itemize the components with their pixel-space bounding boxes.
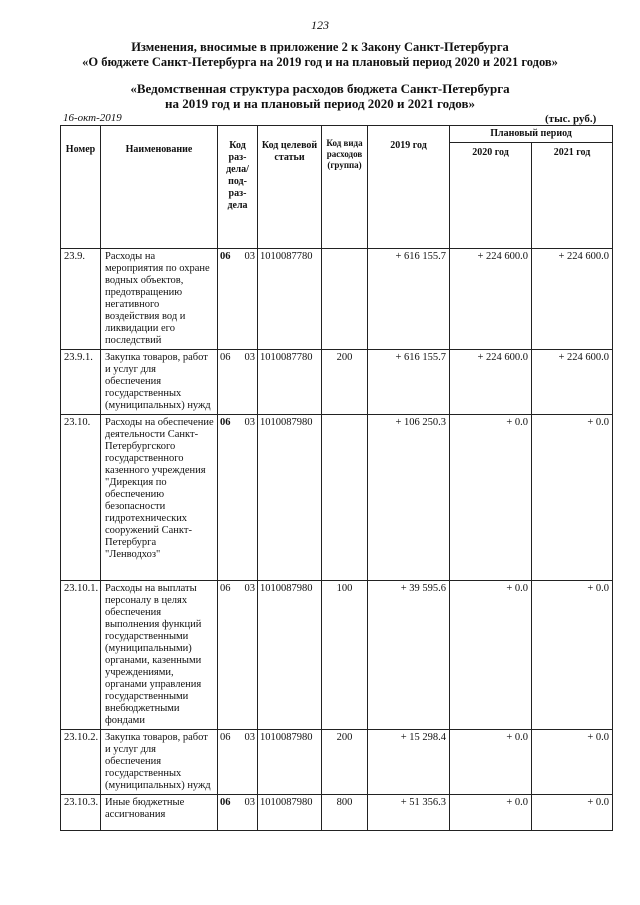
table-row bbox=[61, 581, 613, 730]
row-amount-2020: + 0.0 bbox=[450, 795, 532, 831]
row-name: Расходы на мероприятия по охране водных объектов, предотвращению негативного воздействия вод и ликвидации его последствий bbox=[101, 249, 218, 350]
row-amount-2019: + 39 595.6 bbox=[368, 581, 450, 730]
title-line: «О бюджете Санкт-Петербурга на 2019 год и на плановый период 2020 и 2021 годов» bbox=[82, 55, 558, 69]
header-section-code: Код раз-дела/ под-раз-дела bbox=[218, 126, 258, 249]
row-podrazdel: 03 bbox=[242, 730, 258, 795]
row-name: Расходы на выплаты персоналу в целях обеспечения выполнения функций государственными (муниципальными) органами, казенными учреждениями, органами управления государственными внебюджетными фондами bbox=[101, 581, 218, 730]
row-amount-2021: + 224 600.0 bbox=[532, 350, 613, 415]
row-number: 23.10.2. bbox=[61, 730, 101, 795]
header-expense-type-code: Код вида расходов (группа) bbox=[322, 126, 368, 249]
row-target-code: 1010087980 bbox=[258, 415, 322, 581]
units-label: (тыс. руб.) bbox=[545, 113, 597, 125]
row-podrazdel: 03 bbox=[242, 581, 258, 730]
row-expense-type: 100 bbox=[322, 581, 368, 730]
row-amount-2021: + 224 600.0 bbox=[532, 249, 613, 350]
row-expense-type bbox=[322, 415, 368, 581]
page-number: 123 bbox=[311, 18, 329, 32]
row-podrazdel: 03 bbox=[242, 795, 258, 831]
title-line: Изменения, вносимые в приложение 2 к Закону Санкт-Петербурга bbox=[131, 40, 509, 54]
row-amount-2019: + 616 155.7 bbox=[368, 350, 450, 415]
row-razdel: 06 bbox=[218, 350, 242, 415]
row-amount-2021: + 0.0 bbox=[532, 730, 613, 795]
row-razdel: 06 bbox=[218, 249, 242, 350]
row-target-code: 1010087980 bbox=[258, 795, 322, 831]
header-name: Наименование bbox=[101, 126, 218, 249]
row-amount-2021: + 0.0 bbox=[532, 415, 613, 581]
row-name: Закупка товаров, работ и услуг для обеспечения государственных (муниципальных) нужд bbox=[101, 730, 218, 795]
table-row bbox=[61, 350, 613, 415]
table-row bbox=[61, 795, 613, 831]
row-amount-2020: + 0.0 bbox=[450, 581, 532, 730]
row-name: Расходы на обеспечение деятельности Санкт-Петербургского государственного казенного учреждения "Дирекция по обеспечению безопасности гидротехнических сооружений Санкт-Петербурга "Ленводхоз" bbox=[101, 415, 218, 581]
row-expense-type bbox=[322, 249, 368, 350]
row-target-code: 1010087980 bbox=[258, 730, 322, 795]
row-razdel: 06 bbox=[218, 415, 242, 581]
budget-table bbox=[60, 125, 613, 831]
row-amount-2019: + 15 298.4 bbox=[368, 730, 450, 795]
row-amount-2019: + 106 250.3 bbox=[368, 415, 450, 581]
document-subtitle bbox=[0, 81, 640, 111]
header-2021: 2021 год bbox=[532, 143, 613, 249]
row-target-code: 1010087980 bbox=[258, 581, 322, 730]
row-number: 23.10. bbox=[61, 415, 101, 581]
row-amount-2019: + 616 155.7 bbox=[368, 249, 450, 350]
document-title bbox=[0, 40, 640, 70]
row-razdel: 06 bbox=[218, 581, 242, 730]
row-razdel: 06 bbox=[218, 730, 242, 795]
row-amount-2020: + 224 600.0 bbox=[450, 249, 532, 350]
row-podrazdel: 03 bbox=[242, 350, 258, 415]
row-amount-2020: + 0.0 bbox=[450, 415, 532, 581]
row-expense-type: 800 bbox=[322, 795, 368, 831]
row-number: 23.10.1. bbox=[61, 581, 101, 730]
row-target-code: 1010087780 bbox=[258, 350, 322, 415]
row-amount-2021: + 0.0 bbox=[532, 581, 613, 730]
row-amount-2020: + 224 600.0 bbox=[450, 350, 532, 415]
header-2019: 2019 год bbox=[368, 126, 450, 249]
table-row bbox=[61, 730, 613, 795]
row-amount-2019: + 51 356.3 bbox=[368, 795, 450, 831]
row-expense-type: 200 bbox=[322, 350, 368, 415]
row-name: Закупка товаров, работ и услуг для обеспечения государственных (муниципальных) нужд bbox=[101, 350, 218, 415]
row-expense-type: 200 bbox=[322, 730, 368, 795]
table-row bbox=[61, 249, 613, 350]
row-amount-2020: + 0.0 bbox=[450, 730, 532, 795]
table-row bbox=[61, 415, 613, 581]
document-date: 16-окт-2019 bbox=[63, 112, 122, 124]
header-2020: 2020 год bbox=[450, 143, 532, 249]
row-name: Иные бюджетные ассигнования bbox=[101, 795, 218, 831]
row-podrazdel: 03 bbox=[242, 249, 258, 350]
header-target-code: Код целевой статьи bbox=[258, 126, 322, 249]
row-podrazdel: 03 bbox=[242, 415, 258, 581]
row-target-code: 1010087780 bbox=[258, 249, 322, 350]
row-number: 23.9. bbox=[61, 249, 101, 350]
row-number: 23.9.1. bbox=[61, 350, 101, 415]
subtitle-line: на 2019 год и на плановый период 2020 и 2021 годов» bbox=[164, 96, 475, 111]
subtitle-line: «Ведомственная структура расходов бюджета Санкт-Петербурга bbox=[130, 81, 510, 96]
header-number: Номер bbox=[61, 126, 101, 249]
header-planned-period: Плановый период bbox=[450, 126, 613, 143]
row-number: 23.10.3. bbox=[61, 795, 101, 831]
row-razdel: 06 bbox=[218, 795, 242, 831]
row-amount-2021: + 0.0 bbox=[532, 795, 613, 831]
